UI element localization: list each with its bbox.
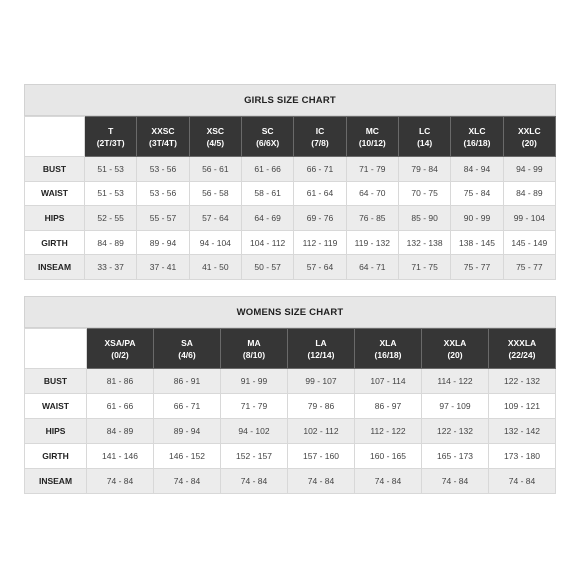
size-range: (3T/4T) [149, 137, 177, 148]
table-cell: 50 - 57 [241, 255, 293, 280]
table-cell: 84 - 94 [451, 157, 503, 182]
row-label: WAIST [25, 181, 85, 206]
table-cell: 75 - 77 [451, 255, 503, 280]
table-cell: 173 - 180 [489, 444, 556, 469]
row-label: BUST [25, 157, 85, 182]
girls-chart-title: GIRLS SIZE CHART [24, 84, 556, 116]
size-code: XXXLA [507, 337, 537, 348]
table-cell: 74 - 84 [221, 469, 288, 494]
size-header [87, 329, 154, 369]
size-code: IC [315, 125, 325, 136]
table-cell: 122 - 132 [422, 419, 489, 444]
size-header [489, 329, 556, 369]
table-cell: 56 - 58 [189, 181, 241, 206]
table-cell: 84 - 89 [87, 419, 154, 444]
size-range: (16/18) [374, 349, 402, 360]
row-label: INSEAM [25, 255, 85, 280]
table-cell: 104 - 112 [241, 230, 293, 255]
womens-header-row [25, 329, 556, 369]
row-label: WAIST [25, 394, 87, 419]
table-cell: 160 - 165 [355, 444, 422, 469]
table-cell: 75 - 77 [503, 255, 555, 280]
size-header [221, 329, 288, 369]
row-label: GIRTH [25, 230, 85, 255]
table-cell: 112 - 122 [355, 419, 422, 444]
table-cell: 94 - 104 [189, 230, 241, 255]
size-range: (2T/3T) [96, 137, 125, 148]
size-code: LA [315, 337, 327, 348]
table-cell: 52 - 55 [85, 206, 137, 231]
size-code: SA [181, 337, 193, 348]
table-cell: 71 - 79 [221, 394, 288, 419]
table-cell: 55 - 57 [137, 206, 189, 231]
table-cell: 141 - 146 [87, 444, 154, 469]
size-code: MA [247, 337, 261, 348]
table-cell: 122 - 132 [489, 369, 556, 394]
table-cell: 91 - 99 [221, 369, 288, 394]
table-row [25, 206, 556, 231]
size-range: (8/10) [242, 349, 266, 360]
table-cell: 86 - 91 [154, 369, 221, 394]
table-cell: 132 - 142 [489, 419, 556, 444]
table-cell: 74 - 84 [288, 469, 355, 494]
size-code: XXSC [151, 125, 175, 136]
table-cell: 51 - 53 [85, 157, 137, 182]
table-cell: 76 - 85 [346, 206, 398, 231]
table-row [25, 419, 556, 444]
girls-size-table [24, 116, 556, 280]
size-code: XSA/PA [104, 337, 136, 348]
size-code: LC [418, 125, 431, 136]
table-row [25, 157, 556, 182]
row-label: INSEAM [25, 469, 87, 494]
table-cell: 57 - 64 [294, 255, 346, 280]
table-cell: 81 - 86 [87, 369, 154, 394]
size-header [355, 329, 422, 369]
size-header [398, 117, 450, 157]
table-cell: 99 - 107 [288, 369, 355, 394]
size-code: T [108, 125, 114, 136]
table-cell: 112 - 119 [294, 230, 346, 255]
size-header [137, 117, 189, 157]
size-header [451, 117, 503, 157]
table-row [25, 444, 556, 469]
table-cell: 53 - 56 [137, 181, 189, 206]
row-label: BUST [25, 369, 87, 394]
table-cell: 64 - 71 [346, 255, 398, 280]
table-cell: 85 - 90 [398, 206, 450, 231]
table-cell: 157 - 160 [288, 444, 355, 469]
table-cell: 74 - 84 [355, 469, 422, 494]
size-range: (4/6) [178, 349, 196, 360]
size-header [189, 117, 241, 157]
table-cell: 152 - 157 [221, 444, 288, 469]
table-cell: 89 - 94 [154, 419, 221, 444]
table-cell: 138 - 145 [451, 230, 503, 255]
womens-size-table [24, 328, 556, 494]
table-cell: 61 - 66 [241, 157, 293, 182]
table-cell: 64 - 70 [346, 181, 398, 206]
table-cell: 41 - 50 [189, 255, 241, 280]
table-cell: 58 - 61 [241, 181, 293, 206]
table-cell: 74 - 84 [154, 469, 221, 494]
size-range: (20) [447, 349, 463, 360]
table-cell: 75 - 84 [451, 181, 503, 206]
table-cell: 71 - 75 [398, 255, 450, 280]
table-cell: 79 - 86 [288, 394, 355, 419]
table-cell: 84 - 89 [503, 181, 555, 206]
size-range: (10/12) [358, 137, 386, 148]
size-header [503, 117, 555, 157]
table-row [25, 181, 556, 206]
size-range: (12/14) [307, 349, 335, 360]
size-range: (22/24) [508, 349, 536, 360]
table-cell: 61 - 66 [87, 394, 154, 419]
size-header [422, 329, 489, 369]
row-label: HIPS [25, 206, 85, 231]
size-range: (0/2) [111, 349, 129, 360]
table-row [25, 230, 556, 255]
table-row [25, 469, 556, 494]
size-code: MC [365, 125, 379, 136]
table-cell: 119 - 132 [346, 230, 398, 255]
table-cell: 109 - 121 [489, 394, 556, 419]
table-cell: 64 - 69 [241, 206, 293, 231]
table-cell: 90 - 99 [451, 206, 503, 231]
girls-size-chart [24, 84, 556, 280]
table-cell: 33 - 37 [85, 255, 137, 280]
size-header [154, 329, 221, 369]
table-row [25, 394, 556, 419]
table-cell: 61 - 64 [294, 181, 346, 206]
table-cell: 74 - 84 [422, 469, 489, 494]
table-cell: 145 - 149 [503, 230, 555, 255]
table-cell: 89 - 94 [137, 230, 189, 255]
table-cell: 57 - 64 [189, 206, 241, 231]
table-row [25, 369, 556, 394]
size-header [241, 117, 293, 157]
size-range: (14) [417, 137, 433, 148]
size-range: (16/18) [463, 137, 491, 148]
table-cell: 53 - 56 [137, 157, 189, 182]
table-cell: 37 - 41 [137, 255, 189, 280]
header-corner [25, 117, 85, 157]
table-cell: 107 - 114 [355, 369, 422, 394]
table-cell: 56 - 61 [189, 157, 241, 182]
size-code: SC [261, 125, 274, 136]
size-code: XXLC [517, 125, 541, 136]
header-corner [25, 329, 87, 369]
womens-chart-title: WOMENS SIZE CHART [24, 296, 556, 328]
table-cell: 69 - 76 [294, 206, 346, 231]
row-label: GIRTH [25, 444, 87, 469]
table-cell: 71 - 79 [346, 157, 398, 182]
table-cell: 132 - 138 [398, 230, 450, 255]
size-range: (4/5) [206, 137, 225, 148]
table-cell: 86 - 97 [355, 394, 422, 419]
table-cell: 74 - 84 [87, 469, 154, 494]
table-cell: 66 - 71 [294, 157, 346, 182]
table-cell: 102 - 112 [288, 419, 355, 444]
table-cell: 94 - 99 [503, 157, 555, 182]
size-code: XLC [468, 125, 486, 136]
size-range: (7/8) [311, 137, 329, 148]
table-cell: 94 - 102 [221, 419, 288, 444]
table-cell: 165 - 173 [422, 444, 489, 469]
table-cell: 74 - 84 [489, 469, 556, 494]
size-code: XSC [206, 125, 225, 136]
table-cell: 70 - 75 [398, 181, 450, 206]
table-cell: 114 - 122 [422, 369, 489, 394]
size-header [294, 117, 346, 157]
row-label: HIPS [25, 419, 87, 444]
size-range: (20) [521, 137, 537, 148]
womens-size-chart [24, 296, 556, 494]
size-code: XXLA [443, 337, 467, 348]
table-cell: 51 - 53 [85, 181, 137, 206]
size-header [85, 117, 137, 157]
girls-header-row [25, 117, 556, 157]
table-cell: 146 - 152 [154, 444, 221, 469]
table-cell: 97 - 109 [422, 394, 489, 419]
size-code: XLA [379, 337, 397, 348]
table-cell: 99 - 104 [503, 206, 555, 231]
size-range: (6/6X) [256, 137, 280, 148]
table-cell: 84 - 89 [85, 230, 137, 255]
table-cell: 79 - 84 [398, 157, 450, 182]
size-header [288, 329, 355, 369]
table-row [25, 255, 556, 280]
size-header [346, 117, 398, 157]
table-cell: 66 - 71 [154, 394, 221, 419]
